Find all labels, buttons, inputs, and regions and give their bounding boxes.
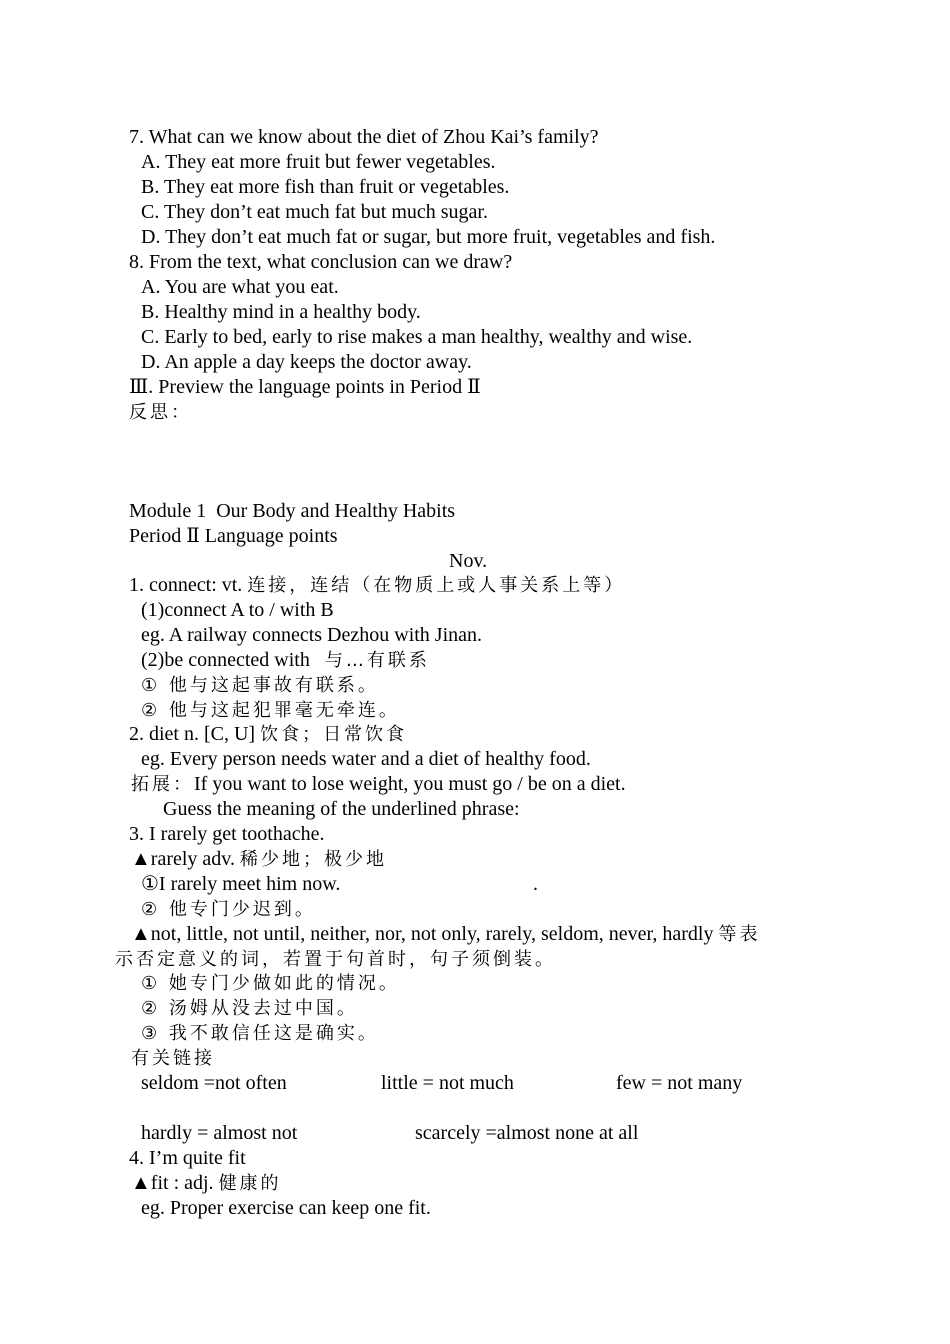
- q7-option-d: D. They don’t eat much fat or sugar, but more fruit, vegetables and fish.: [141, 226, 716, 248]
- point-3-heading: 3. I rarely get toothache.: [129, 823, 325, 845]
- question-8: 8. From the text, what conclusion can we draw?: [129, 251, 513, 273]
- q7-option-b: B. They eat more fish than fruit or vegetables.: [141, 176, 510, 198]
- q8-option-a: A. You are what you eat.: [141, 276, 339, 298]
- point-1-usage-1: (1)connect A to / with B: [141, 599, 334, 621]
- question-7: 7. What can we know about the diet of Zhou Kai’s family?: [129, 126, 599, 148]
- section-3-heading: Ⅲ. Preview the language points in Period Ⅱ: [129, 376, 481, 398]
- point-4-fit: [131, 1171, 282, 1196]
- synonym-hardly: hardly = almost not: [141, 1122, 298, 1144]
- point-2-example: eg. Every person needs water and a diet of healthy food.: [141, 748, 591, 770]
- point-3-rarely-cn: 稀少地；极少地: [240, 849, 388, 870]
- period-title: Period Ⅱ Language points: [129, 525, 338, 547]
- point-2-heading: [129, 722, 407, 747]
- point-3-rarely: [131, 847, 387, 872]
- related-links-label: 有关链接: [131, 1048, 215, 1069]
- point-2-guess-prompt: Guess the meaning of the underlined phrase:: [163, 798, 520, 820]
- point-1-example: eg. A railway connects Dezhou with Jinan.: [141, 624, 483, 646]
- point-1-usage-2-cn: 与…有联系: [324, 650, 430, 671]
- q8-option-d: D. An apple a day keeps the doctor away.: [141, 351, 472, 373]
- point-1-meaning: 连接，连结（在物质上或人事关系上等）: [247, 575, 626, 596]
- reflection-label: 反思：: [129, 402, 192, 423]
- module-title: Module 1 Our Body and Healthy Habits: [129, 500, 456, 522]
- q8-option-b: B. Healthy mind in a healthy body.: [141, 301, 421, 323]
- synonym-seldom: seldom =not often: [141, 1072, 287, 1094]
- point-3-inversion-3: ③ 我不敢信任这是确实。: [141, 1023, 379, 1044]
- synonym-few: few = not many: [616, 1072, 743, 1094]
- point-1-word: 1. connect: vt.: [129, 574, 248, 596]
- point-3-rarely-en: ▲rarely adv.: [131, 848, 241, 870]
- point-3-negation-cn-2: 示否定意义的词，若置于句首时，句子须倒装。: [115, 949, 556, 970]
- point-3-negation-rule: [131, 922, 760, 947]
- point-2-extension-text: If you want to lose weight, you must go / be on a diet.: [194, 773, 626, 795]
- point-1-usage-2-en: (2)be connected with: [141, 649, 325, 671]
- q8-option-c: C. Early to bed, early to rise makes a man healthy, wealthy and wise.: [141, 326, 693, 348]
- point-1-heading: [129, 573, 625, 598]
- point-3-example-1-dot: .: [533, 873, 538, 895]
- point-1-usage-2: [141, 648, 430, 673]
- q7-option-c: C. They don’t eat much fat but much sugar.: [141, 201, 488, 223]
- point-4-heading: 4. I’m quite fit: [129, 1147, 246, 1169]
- synonym-little: little = not much: [381, 1072, 514, 1094]
- point-3-negation-cn-1: 等表: [718, 924, 761, 945]
- point-2-word: 2. diet n. [C, U]: [129, 723, 261, 745]
- synonym-scarcely: scarcely =almost none at all: [415, 1122, 639, 1144]
- point-3-negation-words: ▲not, little, not until, neither, nor, not only, rarely, seldom, never, hardly: [131, 923, 719, 945]
- date-label: Nov.: [449, 550, 488, 572]
- point-3-inversion-2: ② 汤姆从没去过中国。: [141, 998, 358, 1019]
- point-3-inversion-1: ① 她专门少做如此的情况。: [141, 973, 400, 994]
- q7-option-a: A. They eat more fruit but fewer vegetables.: [141, 151, 496, 173]
- point-2-extension-label: 拓展：: [131, 774, 194, 795]
- point-4-fit-cn: 健康的: [218, 1173, 282, 1194]
- point-2-extension: [131, 772, 626, 797]
- point-1-exercise-2: ② 他与这起犯罪毫无牵连。: [141, 700, 400, 721]
- point-4-fit-en: ▲fit : adj.: [131, 1172, 219, 1194]
- point-3-example-1: ①I rarely meet him now.: [141, 873, 341, 895]
- point-3-example-2: ② 他专门少迟到。: [141, 899, 316, 920]
- point-1-exercise-1: ① 他与这起事故有联系。: [141, 675, 379, 696]
- point-2-meaning: 饮食；日常饮食: [260, 724, 408, 745]
- point-4-example: eg. Proper exercise can keep one fit.: [141, 1197, 431, 1219]
